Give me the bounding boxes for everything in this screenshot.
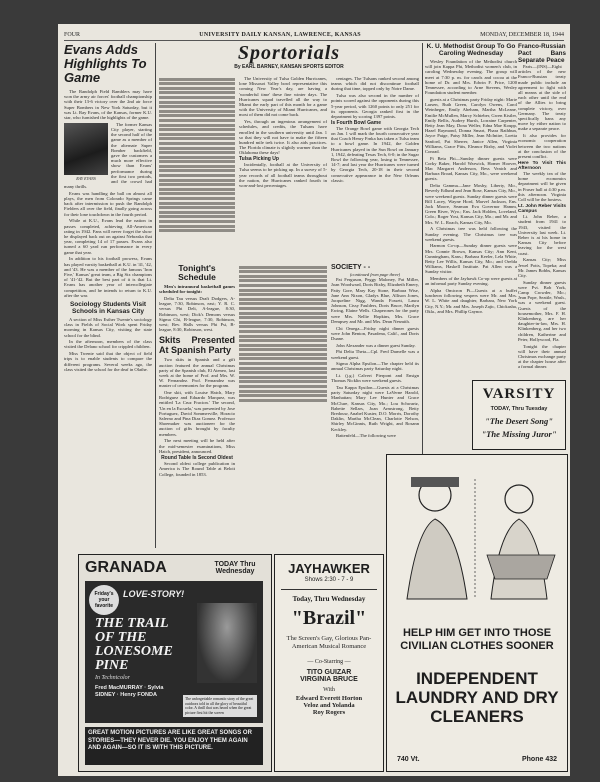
text-line [239,399,327,402]
text-line [159,229,235,232]
laundry-contact [397,756,557,763]
reber-paragraph: Lt. John Reber, a student from 1941 to 1943, visited the University last week. Lt. Reber is at his home in Kansas City before leaving for the west coast. [518,214,566,256]
granada-dates: TODAY Thru Wednesday [214,561,256,575]
sportorials-subhead: Is Fourth Bowl Game [331,119,382,126]
text-line [239,357,327,360]
text-line [159,114,235,117]
text-line [239,275,327,278]
text-line [239,344,327,347]
text-line [159,151,235,154]
text-line [159,211,235,214]
sportorials-subhead: Tulsa Picking Up [239,156,279,163]
granada-color: In Technicolor [95,675,130,681]
society-paragraph: Battenfeld—The following were [336,433,396,439]
granada-tag: Friday's your favorite [89,585,119,615]
jayhawker-support: Veloz and Yolanda [303,702,355,709]
jayhawker-star: VIRGINIA BRUCE [300,676,358,683]
text-line [159,206,235,209]
franco-subhead: Here To Visit This Afternoon [518,160,566,171]
sportorials-paragraph: Yes, through an ingenious arrangement of schedules, and credits, the Tulsans have enrolled in the southern university until Jan. 1 so that they will not have to make the fifteen hundred mile trek twice. It also aids practices. The Florida climate is slightly warmer than the Oklahoma these days! [239,119,327,156]
text-line [239,339,327,342]
laundry-ad [386,454,568,772]
methodist-paragraph: A Christmas tree was held following the Sunday evening. The Christmas tree was weekend guests. [425,226,517,242]
text-line [239,284,327,287]
jayhawker-star: TITO GUIZAR [306,669,352,676]
methodist-paragraph: Wesley Foundation of the Methodist church will join Kappa Phi, Methodist women's club, in caroling Wednesday evening. The group will meet at 7:30 p. m. for carols and cocoa at the home of Dr. and Mrs. Edwin F. Price, 1200 Tennessee, according to Arne Stevens, Wesley Foundation student member. [425,59,517,96]
text-line [159,87,235,90]
skits-paragraph: Two skits in Spanish and a gift auction featured the annual Christmas party of the Spanish club, El Ateneo, last week at the home of Prof. and Mrs. W. W. Fernandez. Prof. Fernandez was master of ceremonies for the program. [159,357,235,389]
sportorials-title: Sportorials [237,42,341,64]
text-line [159,78,235,81]
evans-photo [64,123,108,175]
text-line [159,119,235,122]
franco-col [518,43,566,373]
granada-poster-art [197,603,257,683]
sportorials-paragraph: Incidentally, football at the University of Tulsa seems to be picking up. In a survey of 5-year records of all football teams throughout the nation, the Hurricanes ranked fourth in won-and-lost percentages. [239,162,327,189]
sportorials-paragraph: The University of Tulsa Golden Hurricanes, lone Missouri Valley bowl representative this coming New Year's day, are having a 'wonderful time' these fine winter days. The Hurricanes squad travelled all the way to Miami the early part of this month for a game with the University of Miami Hurricanes, and most of them did not come back. [239,76,327,118]
text-line [239,293,327,296]
sportorials-paragraph: Tulsa was also second in the number of points scored against the opponents during this 5-year period, with 1260 points to only 251 for its opponents. Georgia ranked first in the department by scoring 1397 points. [331,93,419,119]
varsity-name: VARSITY [482,386,556,402]
text-line [239,302,327,305]
society-paragraph: John Alexander was a dinner guest Sunday. [336,342,416,348]
society-paragraph: Tau Kappa Epsilon—Guests at a Christmas party Saturday night were LaVerne Harold, Manhattan; Mary Lee Hunter and Grace McClure, Kansas City, Mo.; Lou Schwartz, Babette Sellars, Joan Armstrong, Betty Bredouw, Anabel Kuster, D.O. Morris, Dorothy Daklin, Martha McClean, Charlotte Nelson, Shirley McGinnis, Ruth Wright, and Rosann Keckley. [331,385,419,432]
varsity-film2: "The Missing Juror" [481,429,557,439]
skits-title: Skits Presented At Spanish Party [159,335,235,356]
text-line [159,197,235,200]
text-line [159,124,235,127]
sportorials-col0 [159,76,235,256]
varsity-dates: TODAY, Thru Tuesday [490,406,548,412]
text-line [239,316,327,319]
franco-paragraph: Paris—(INS)—Eight articles of the new Franco-Russian treaty made public include an agreement to fight with all means at the side of each other until the end of the Allies to bring complete victory, over Germany. The treaty specifically bans any move by either nation to make a separate peace. [518,64,566,132]
students-paragraph: In the afternoon, members of the class visited the Delano school for crippled children. [64,339,152,350]
schedule-intro: Men's intramural basketball games scheduled for tonight: [159,284,235,295]
text-line [159,225,235,228]
text-line [159,156,235,159]
text-line [159,192,235,195]
evans-paragraph: Evans was handling the ball on almost all plays, the men from Colorado Springs came back after intermission to push the Randolph Fielders all over the field, finally going across for their lone touchdown in the fourth period. [64,190,152,217]
skits-sub-body: Second oldest college publication in America is The Round Table at Beloit College, founded in 1853. [159,461,235,477]
methodist-paragraph: Pi Beta Phi—Sunday dinner guests were Corky Baker, Harold Warwick, Homer Hoover, Mac Margaret Anderson, Bess Veatch and Barbara Broad, Kansas City, Mo., were weekend guests. [425,155,517,182]
evans-photo-caption: RAY EVANS [76,175,96,181]
granada-bottom: GREAT MOTION PICTURES ARE LIKE GREAT SONGS OR STORIES—THEY NEVER DIE. YOU ENJOY THEM AGAIN AND AGAIN—SO IT IS WITH THIS PICTURE. [85,727,263,765]
students-paragraph: A section of Miss Esther Twente's sociology class in Fields of Social Work spent Friday morning in Kansas City, visiting the state school for the blind. [64,316,152,338]
text-line [239,348,327,351]
laundry-name: INDEPENDENT LAUNDRY AND DRY CLEANERS [395,669,559,726]
text-line [239,266,327,269]
evans-paragraph: The former Kansas City player, starting the second half of the game as a member of the alternate Super Bomber backfield, gave the customers a much more effective show than Evans' performance during the first two periods, and the crowd had many thrills. [64,121,152,190]
text-line [239,270,327,273]
schedule-title: Tonight's Schedule [178,264,216,282]
franco-sub-body: The weekly tea of the home economics department will be given in Fraser hall at 4:30 p.m. this afternoon. Virginia Coll will be the hostess. [518,171,566,203]
column-rule [155,43,156,548]
sportorials-col2 [331,76,419,258]
granada-ad [78,554,272,772]
society-paragraph: Sigma Alpha Epsilon—The chapter held its annual Christmas party Saturday night. [331,361,419,372]
issue-date: MONDAY, DECEMBER 18, 1944 [480,32,564,38]
students-paragraph: Miss Twente said that the object of field trips is to enable students to compare the different programs. Several weeks ago, the class visited the school for the deaf in Olathe. [64,351,152,372]
text-line [239,362,327,365]
methodist-paragraph: Harmon Co-op—Sunday dinner guests were Mrs. Connie Brown, Kansas City; Ann Kent, Cunningham, Kans.; Barbara Keeler, Lela White, Betty Lee Willis, Kansas City, Mo.; and Orelda Williams, Haskell Institute. Pat Allen was a Sunday visitor. [425,243,517,275]
society-cont: (continued from page three) [349,272,401,277]
paper-name: UNIVERSITY DAILY KANSAN, LAWRENCE, KANSAS [199,32,361,38]
text-line [159,160,235,163]
newspaper-page [58,24,570,776]
basket [487,555,555,579]
text-line [239,371,327,374]
text-line [159,105,235,108]
granada-stars: Fred MacMURRAY · Sylvia SIDNEY · Henry FONDA [95,685,164,698]
jayhawker-dates: Today, Thru Wednesday [292,595,366,603]
laundry-help: HELP HIM GET INTO THOSE CIVILIAN CLOTHES SOONER [400,627,554,652]
methodist-paragraph: Members of the Jayhawk Co-op were guests at an informal party Sunday evening. [425,276,517,287]
jayhawker-film: "Brazil" [291,607,367,629]
sportorials-byline: By EARL BARNEY, KANSAN SPORTS EDITOR [234,64,344,70]
society-title: SOCIETY - - [331,264,371,271]
text-line [159,220,235,223]
text-line [239,307,327,310]
text-line [159,183,235,186]
evans-photo-wrap [64,123,108,181]
jayhawker-costarring: — Co-Starring — [307,659,351,665]
text-line [239,279,327,282]
reber-paragraph: Tonight the chapter will have their annual Christmas exchange party at the chapter house after a formal dinner. [518,343,566,370]
sportorials-paragraph: The Orange Bowl game with Georgia Tech on Jan. 1 will mark the fourth consecutive year that Coach Henry Frnka has taken a Tulsa team to a bowl game. In 1942, the Golden Hurricanes played in the Sun Bowl on January 1, 1942, defeating Texas Tech, 6-0; in the Sugar Bowl the following year, losing to Tennessee, 14-7; and last year the Hurricanes were turned by Georgia Tech, 20-18 in their second consecutive appearance in the New Orleans classic. [331,125,419,183]
granada-top [79,555,271,577]
skits-paragraph: One skit, with Louise Hatch, Mary Rodriguez and Eduardo Marquez, was entitled 'La Cruz Fracion.' The second, 'Un en la Escuela,' was presented by Jose Portuguez, David Sommerville, Horacio Salerno and Pina Diaz Gomez. Professor Shoemaker was auctioneer for the auction of gifts brought by faculty members. [159,390,235,437]
jayhawker-shows: Shows 2:30 - 7 - 9 [304,577,354,583]
students-headline: Sociology Students Visit Schools in Kansas City [69,300,147,315]
society-paragraph: Lt. (j.g.) Calvert Pierpont and Ensign Thomas Nicklin were weekend guests. [331,373,419,384]
text-line [239,298,327,301]
text-line [159,96,235,99]
reber-subhead: Lt. John Reber Visits Campus [518,203,566,214]
text-line [159,188,235,191]
skits-paragraph: The next meeting will be held after the mid-semester examinations, Miss Hatch, president, announced. [159,438,235,454]
text-line [239,335,327,338]
jayhawker-support: Edward Everett Horton [295,695,363,702]
reber-paragraph: Kansas City; Miss Jewel Potts, Topeka; and Mr. James Bobbs, Kansas City. [518,257,566,278]
varsity-film1: "The Desert Song" [485,416,553,426]
text-line [159,110,235,113]
text-line [239,353,327,356]
text-line [159,202,235,205]
sportorials-header [158,43,420,73]
sportorials-paragraph: centages. The Tulsans ranked second among teams which did not discontinue football during that time, topped only by Notre Dame. [331,76,419,92]
granada-poster [85,581,263,723]
jayhawker-ad [274,554,384,772]
text-line [239,394,327,397]
society-paragraph: Pat Ferguson, Peggy Maloney, Pat Miller, Joan Woodward, Doris Bixby, Elizabeth Emery, Patty Gore, Mary Kay Stone, Barbara Wise, Jane Ann Nixon, Gladys Blue, Allison Jones, Jacqueline Nigg, Wanda Fossett, Laura Johnson, Cissy Faulders, Doris Bruce, Marilyn Ewing, Elaine Wells. Chaperones for the party were Mrs. Nellie Hopkins, Mrs. Grace Dempsey and Mr. and Mrs. Dean Nesmith. [331,277,419,324]
text-line [159,169,235,172]
text-line [239,289,327,292]
text-line [159,179,235,182]
methodist-paragraph: guests at a Christmas party Friday night: Marie Larsen, Ruth Green, Carolyn Owens, Carol Weinheger, Emily Abeham, Martha McLeane, Emilie McMullen, Marcy Schieber, Gwen Kistler, Emily Bellis, Audrey Hursh, Lorraine Carpenter, Betty Jean May, Dona Weller, Edna Mae Koupp, Hazel Raymond, Donna Smart, Phara Rathbun, Joyce Paige, Patsy Miller, Jean McIntire, Loetta Sanford, Pat Sherrer, Janice Allen, Virginia Williams, Grace Pitts, Eleanor Bixby, and Violet Conrad. [425,96,517,154]
evans-article [64,43,152,553]
text-line [159,165,235,168]
divider [281,589,377,590]
text-line [239,330,327,333]
sportorials-col1 [239,76,327,258]
evans-paragraph: In addition to his football prowess, Evans has played varsity basketball at K.U. in '41, '42, and '43. He was a member of the famous 'Iron Five,' Kansas' great team, a Big Six champions of '41-'42. But the best part of it is that Lt. Evans has another year of intercollegiate competition, and he intends to return to K.U. after the war. [64,256,152,298]
text-line [159,101,235,104]
text-line [159,137,235,140]
text-line [239,385,327,388]
granada-name: GRANADA [85,559,167,576]
text-line [239,390,327,393]
jayhawker-tagline: The Screen's Gay, Glorious Pan-American Musical Romance [286,635,372,650]
text-line [239,367,327,370]
methodist-paragraph: Delta Gamma—Jane Mosby, Liberty, Mo., Beverly Edlund and Jean Rose, Kansas City, Mo., were weekend guests. Sunday dinner guests were Bill Lacey, Wayne Hord, Marvel Jackson, Ens. Jack Moore, Seaman Eva Governor Hamm, Green River, Wyo.; Ens. Jack Holden, Loveland, Colo.; Roger Yost, Kansas City, Mo.; and Mr. and Mrs. W. L. Roach, Kansas City, Mo. [425,183,517,225]
schedule-body: Delta Tau versus Draft Dodgers, A-league, 7:30, Robinson, east; Y. R. C. versus Phi Delt, A-league, 8:30, Robinson, west; Dick's Demons versus Sigma Chi, B-league, 7:30, Robinson, west; Bev. Halls versus Phi Psi, B-league, 8:30, Robinson, west. [159,295,235,333]
evans-paragraph: While at K.U., Evans lead the nation in passes completed, achieving All-American rating in 1942. Fans will never forget the show he displayed back out on against Nebraska that year, completing 14 of 17 passes. Evans also turned a 60 yard run performance in every game that year. [64,218,152,255]
skits-subhead: Round Table Is Second Oldest [161,454,233,461]
methodist-title: K. U. Methodist Group To Go Caroling Wednesday [426,43,516,57]
society-paragraph: Chi Omega—Friday night dinner guests were John Benton, Pasadena, Calif., and Doris Duane. [331,325,419,341]
page-header [64,30,564,41]
evans-headline: Evans Adds Highlights To Game [64,43,147,85]
text-line [159,142,235,145]
franco-paragraph: It also provides for economic cooperation between the two nations at the conclusion of the present conflict. [518,133,566,159]
jayhawker-support: Roy Rogers [312,709,346,716]
page-number: FOUR [64,32,81,38]
text-line [159,128,235,131]
text-line [239,312,327,315]
text-line [159,133,235,136]
laundry-address: 740 Vt. [397,756,420,763]
laundry-illustration [387,459,565,609]
sports-col-lower [239,264,327,550]
evans-paragraph: The Randolph Field Ramblers may have won the army air forces' football championship with their 13-6 victory over the 2nd air force Super Bombers in New York Saturday, but it was Lt. Ray Evans, of the Kansas, former K.U. star, who furnished the highlights of the game. [64,89,152,121]
jayhawker-name: JAYHAWKER [288,561,370,576]
text-line [239,325,327,328]
text-line [239,380,327,383]
granada-poster-top: LOVE-STORY! [123,589,185,599]
varsity-ad [472,380,566,450]
text-line [159,174,235,177]
soldier-cap [411,477,459,487]
reber-paragraph: Sunday dinner guests were Pvt. Bob York, Camp Crowder, Mo.; Jean Pope, Seattle, Wash., was a weekend guest. Guests of the housemother, Mrs. F. H. Klinkenberg, are her daughter-in-law, Mrs. H. Klinkenberg, and her two children, Katherine and Peter, Hollywood, Fla. [518,279,566,342]
laundry-phone: Phone 432 [521,756,557,763]
text-line [159,215,235,218]
methodist-paragraph: Alpha Omicron Pi—Guests at a buffet luncheon following vespers were Mr. and Mrs. W. L. White and daughter, Barbara, New York City, N.Y.; Mr. and Mrs. Joseph Zajic, Chickasha, Okla., and Mrs. Phillip Gaynor. [425,288,517,314]
text-line [239,376,327,379]
text-line [159,82,235,85]
text-line [239,321,327,324]
text-line [159,91,235,94]
text-line [159,147,235,150]
franco-title: Franco-Russian Pact Bans Separate Peace [518,43,566,64]
society-paragraph: Phi Delta Theta—Cpl. Fred Darnelle was a weekend guest. [331,349,419,360]
granada-blurb: The unforgettable romantic story of the great outdoors told in all the glory of beautiful color. A thrill that was heard when the great picture first hit the screen [183,695,257,717]
jayhawker-with: With [323,687,335,693]
granada-film-title: THE TRAIL OF THE LONESOME PINE [95,616,173,673]
